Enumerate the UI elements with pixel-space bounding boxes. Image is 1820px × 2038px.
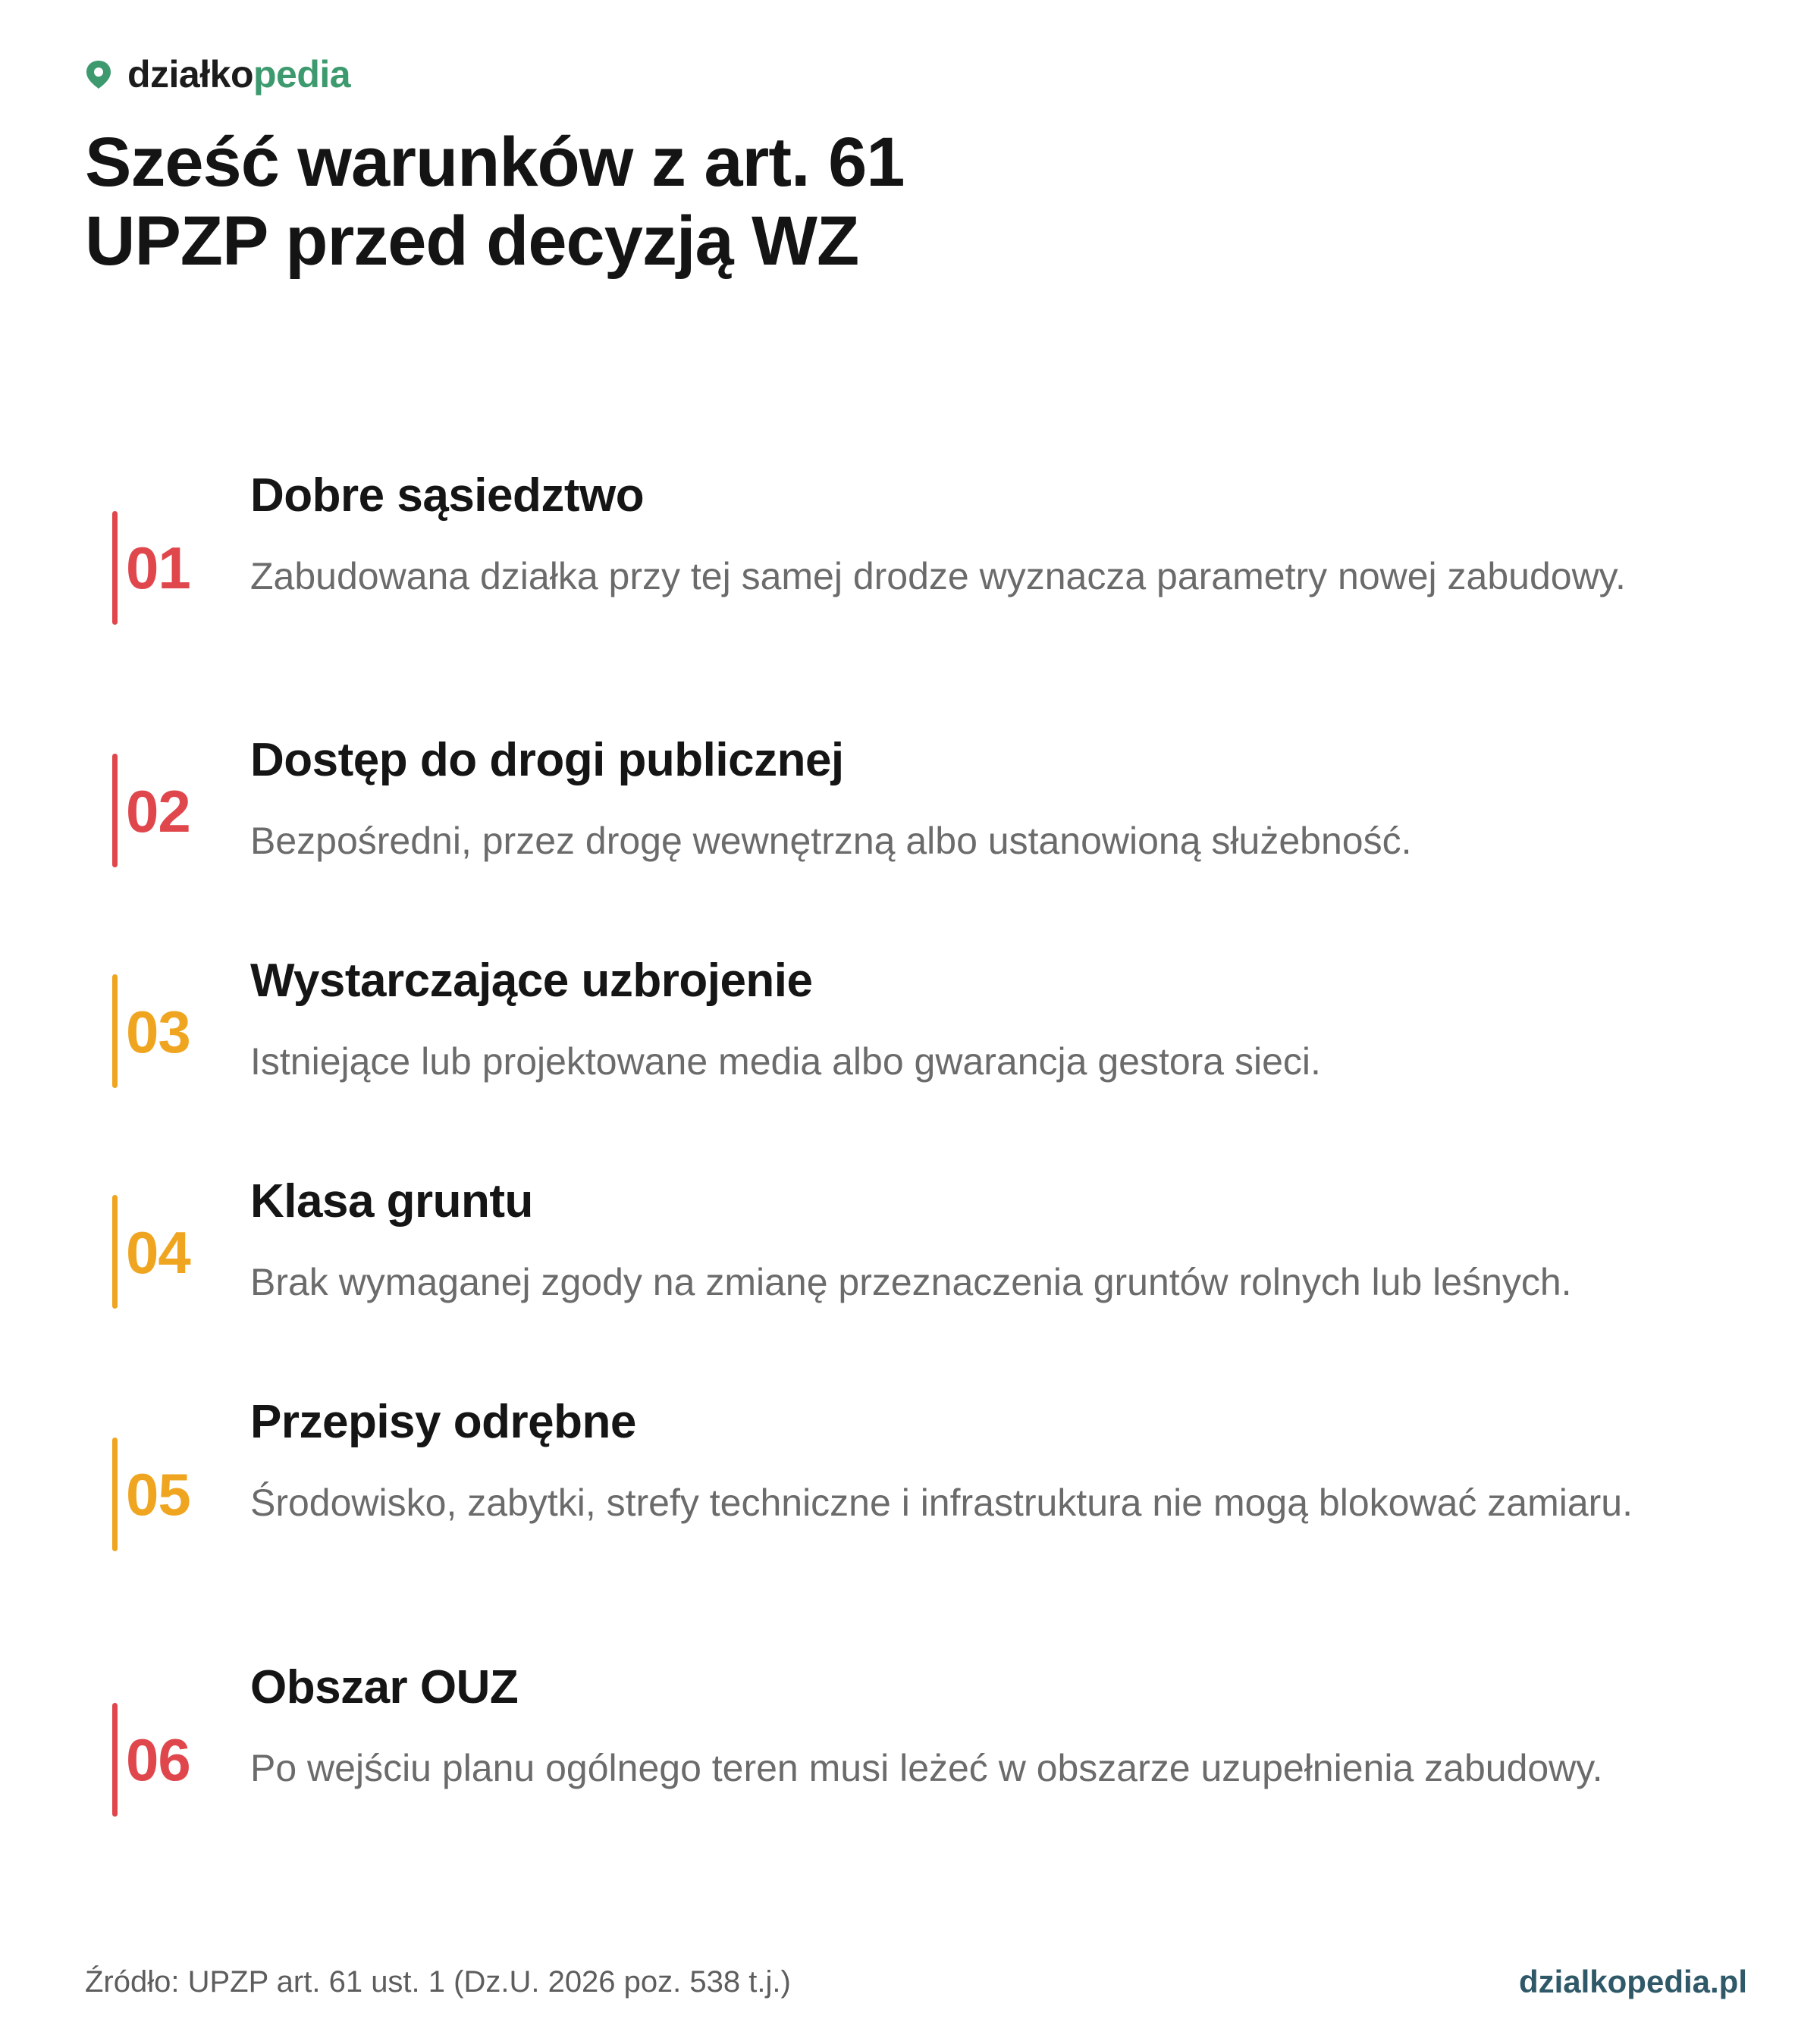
location-pin-icon bbox=[83, 59, 114, 89]
site-url: dzialkopedia.pl bbox=[1518, 1964, 1747, 1999]
condition-accent-bar bbox=[112, 974, 118, 1088]
condition-number: 05 bbox=[126, 1461, 190, 1528]
condition-description: Zabudowana działka przy tej samej drodze wyznacza parametry nowej zabudowy. bbox=[250, 555, 1626, 597]
condition-title: Wystarczające uzbrojenie bbox=[250, 955, 813, 1007]
condition-number: 02 bbox=[126, 778, 190, 845]
condition-number: 01 bbox=[126, 535, 190, 601]
condition-accent-bar bbox=[112, 1438, 118, 1551]
condition-description: Brak wymaganej zgody na zmianę przeznaczenia gruntów rolnych lub leśnych. bbox=[250, 1261, 1572, 1303]
brand-name-dark: działko bbox=[127, 53, 253, 96]
condition-number: 03 bbox=[126, 999, 190, 1065]
condition-number: 04 bbox=[126, 1219, 190, 1286]
source-note: Źródło: UPZP art. 61 ust. 1 (Dz.U. 2026 poz. 538 t.j.) bbox=[85, 1965, 791, 1999]
condition-title: Dobre sąsiedztwo bbox=[250, 469, 645, 522]
brand-name bbox=[127, 52, 350, 96]
condition-accent-bar bbox=[112, 1195, 118, 1309]
condition-description: Istniejące lub projektowane media albo gwarancja gestora sieci. bbox=[250, 1040, 1321, 1083]
condition-title: Dostęp do drogi publicznej bbox=[250, 734, 844, 786]
page-title bbox=[85, 123, 904, 281]
condition-accent-bar bbox=[112, 1703, 118, 1817]
condition-title: Przepisy odrębne bbox=[250, 1396, 636, 1448]
brand-name-accent: pedia bbox=[253, 53, 351, 96]
page-title-line-2: UPZP przed decyzją WZ bbox=[85, 202, 859, 280]
condition-accent-bar bbox=[112, 754, 118, 867]
brand-logo bbox=[83, 52, 350, 97]
condition-number: 06 bbox=[126, 1726, 190, 1793]
condition-accent-bar bbox=[112, 511, 118, 625]
condition-title: Obszar OUZ bbox=[250, 1661, 519, 1713]
condition-description: Bezpośredni, przez drogę wewnętrzną albo ustanowioną służebność. bbox=[250, 820, 1412, 862]
page-title-line-1: Sześć warunków z art. 61 bbox=[85, 124, 905, 201]
condition-title: Klasa gruntu bbox=[250, 1175, 533, 1228]
condition-description: Po wejściu planu ogólnego teren musi leżeć w obszarze uzupełnienia zabudowy. bbox=[250, 1747, 1603, 1789]
condition-description: Środowisko, zabytki, strefy techniczne i infrastruktura nie mogą blokować zamiaru. bbox=[250, 1481, 1633, 1524]
